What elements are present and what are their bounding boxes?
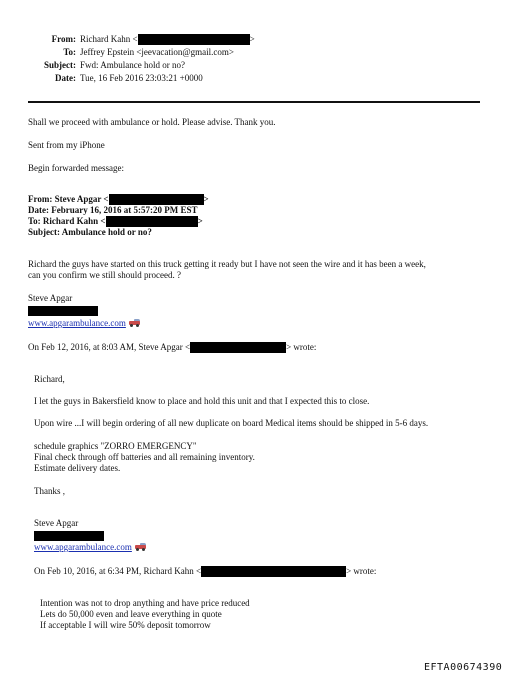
apgar-website-link[interactable]: www.apgarambulance.com: [28, 318, 126, 328]
fwd-subject: Subject: Ambulance hold or no?: [28, 227, 152, 237]
quote1-line-4: Final check through off batteries and all remaining inventory.: [34, 452, 255, 462]
quote2-intro-text: On Feb 10, 2016, at 6:34 PM, Richard Kahn <: [34, 566, 202, 576]
fwd-para-line-1: Richard the guys have started on this truck getting it ready but I have not seen the wire and it has been a week,: [28, 259, 426, 269]
redaction-block: [106, 216, 198, 227]
body-line-2: Sent from my iPhone: [28, 140, 105, 150]
header-to-label: To:: [63, 47, 76, 57]
quote1-sig-name: Steve Apgar: [34, 518, 79, 528]
header-to-row: [0, 47, 440, 59]
body-line-1: Shall we proceed with ambulance or hold. Please advise. Thank you.: [28, 117, 276, 127]
quote1-line-2: Upon wire ...I will begin ordering of all new duplicate on board Medical items should be shipped in 5-6 days.: [34, 418, 429, 428]
quote2-line-1: Intention was not to drop anything and have price reduced: [40, 598, 250, 608]
fwd-to-suffix: >: [197, 216, 203, 226]
quote2-intro: [34, 566, 376, 577]
document-id: EFTA00674390: [424, 662, 503, 673]
redaction-block: [138, 34, 250, 45]
header-date-label: Date:: [55, 73, 76, 83]
fwd-to-text: To: Richard Kahn <: [28, 216, 106, 226]
fwd-sig-link-row: [28, 318, 141, 329]
quote1-closing: Thanks ,: [34, 486, 65, 496]
email-header: [0, 34, 512, 94]
quote1-intro: [28, 342, 316, 353]
header-from-row: [0, 34, 440, 46]
apgar-website-link[interactable]: www.apgarambulance.com: [34, 542, 132, 552]
quote1-greeting: Richard,: [34, 374, 65, 384]
redaction-block: [190, 342, 286, 353]
fwd-sig-name: Steve Apgar: [28, 293, 73, 303]
quote1-intro-suffix: > wrote:: [286, 342, 317, 352]
header-subject-label: Subject:: [44, 60, 76, 70]
quote1-intro-text: On Feb 12, 2016, at 8:03 AM, Steve Apgar <: [28, 342, 191, 352]
header-date-value: Tue, 16 Feb 2016 23:03:21 +0000: [80, 73, 203, 83]
ambulance-icon: [135, 543, 147, 551]
fwd-to-row: [28, 216, 203, 227]
fwd-date: Date: February 16, 2016 at 5:57:20 PM EST: [28, 205, 198, 215]
redaction-block: [34, 531, 104, 541]
fwd-from-suffix: >: [203, 194, 209, 204]
quote2-line-3: If acceptable I will wire 50% deposit tomorrow: [40, 620, 211, 630]
quote2-line-2: Lets do 50,000 even and leave everything in quote: [40, 609, 222, 619]
quote1-line-3: schedule graphics "ZORRO EMERGENCY": [34, 441, 197, 451]
redaction-block: [201, 566, 346, 577]
body-line-3: Begin forwarded message:: [28, 163, 124, 173]
fwd-sig-redaction: [28, 305, 98, 316]
quote1-line-5: Estimate delivery dates.: [34, 463, 121, 473]
quote1-sig-link-row: [34, 542, 147, 553]
ambulance-icon: [129, 319, 141, 327]
header-from-suffix: >: [249, 34, 255, 44]
redaction-block: [28, 306, 98, 316]
header-from-value: Richard Kahn <: [80, 34, 138, 44]
header-subject-value: Fwd: Ambulance hold or no?: [80, 60, 185, 70]
fwd-from-row: [28, 194, 209, 205]
redaction-block: [109, 194, 204, 205]
header-date-row: [0, 73, 440, 85]
header-from-label: From:: [51, 34, 76, 44]
header-divider: [28, 101, 480, 103]
header-subject-row: [0, 60, 440, 72]
header-to-value: Jeffrey Epstein <jeevacation@gmail.com>: [80, 47, 234, 57]
fwd-para-line-2: can you confirm we still should proceed. ?: [28, 270, 181, 280]
quote2-intro-suffix: > wrote:: [346, 566, 377, 576]
quote1-sig-redaction: [34, 530, 104, 541]
quote1-line-1: I let the guys in Bakersfield know to place and hold this unit and that I expected this to close.: [34, 396, 370, 406]
fwd-from-text: From: Steve Apgar <: [28, 194, 109, 204]
